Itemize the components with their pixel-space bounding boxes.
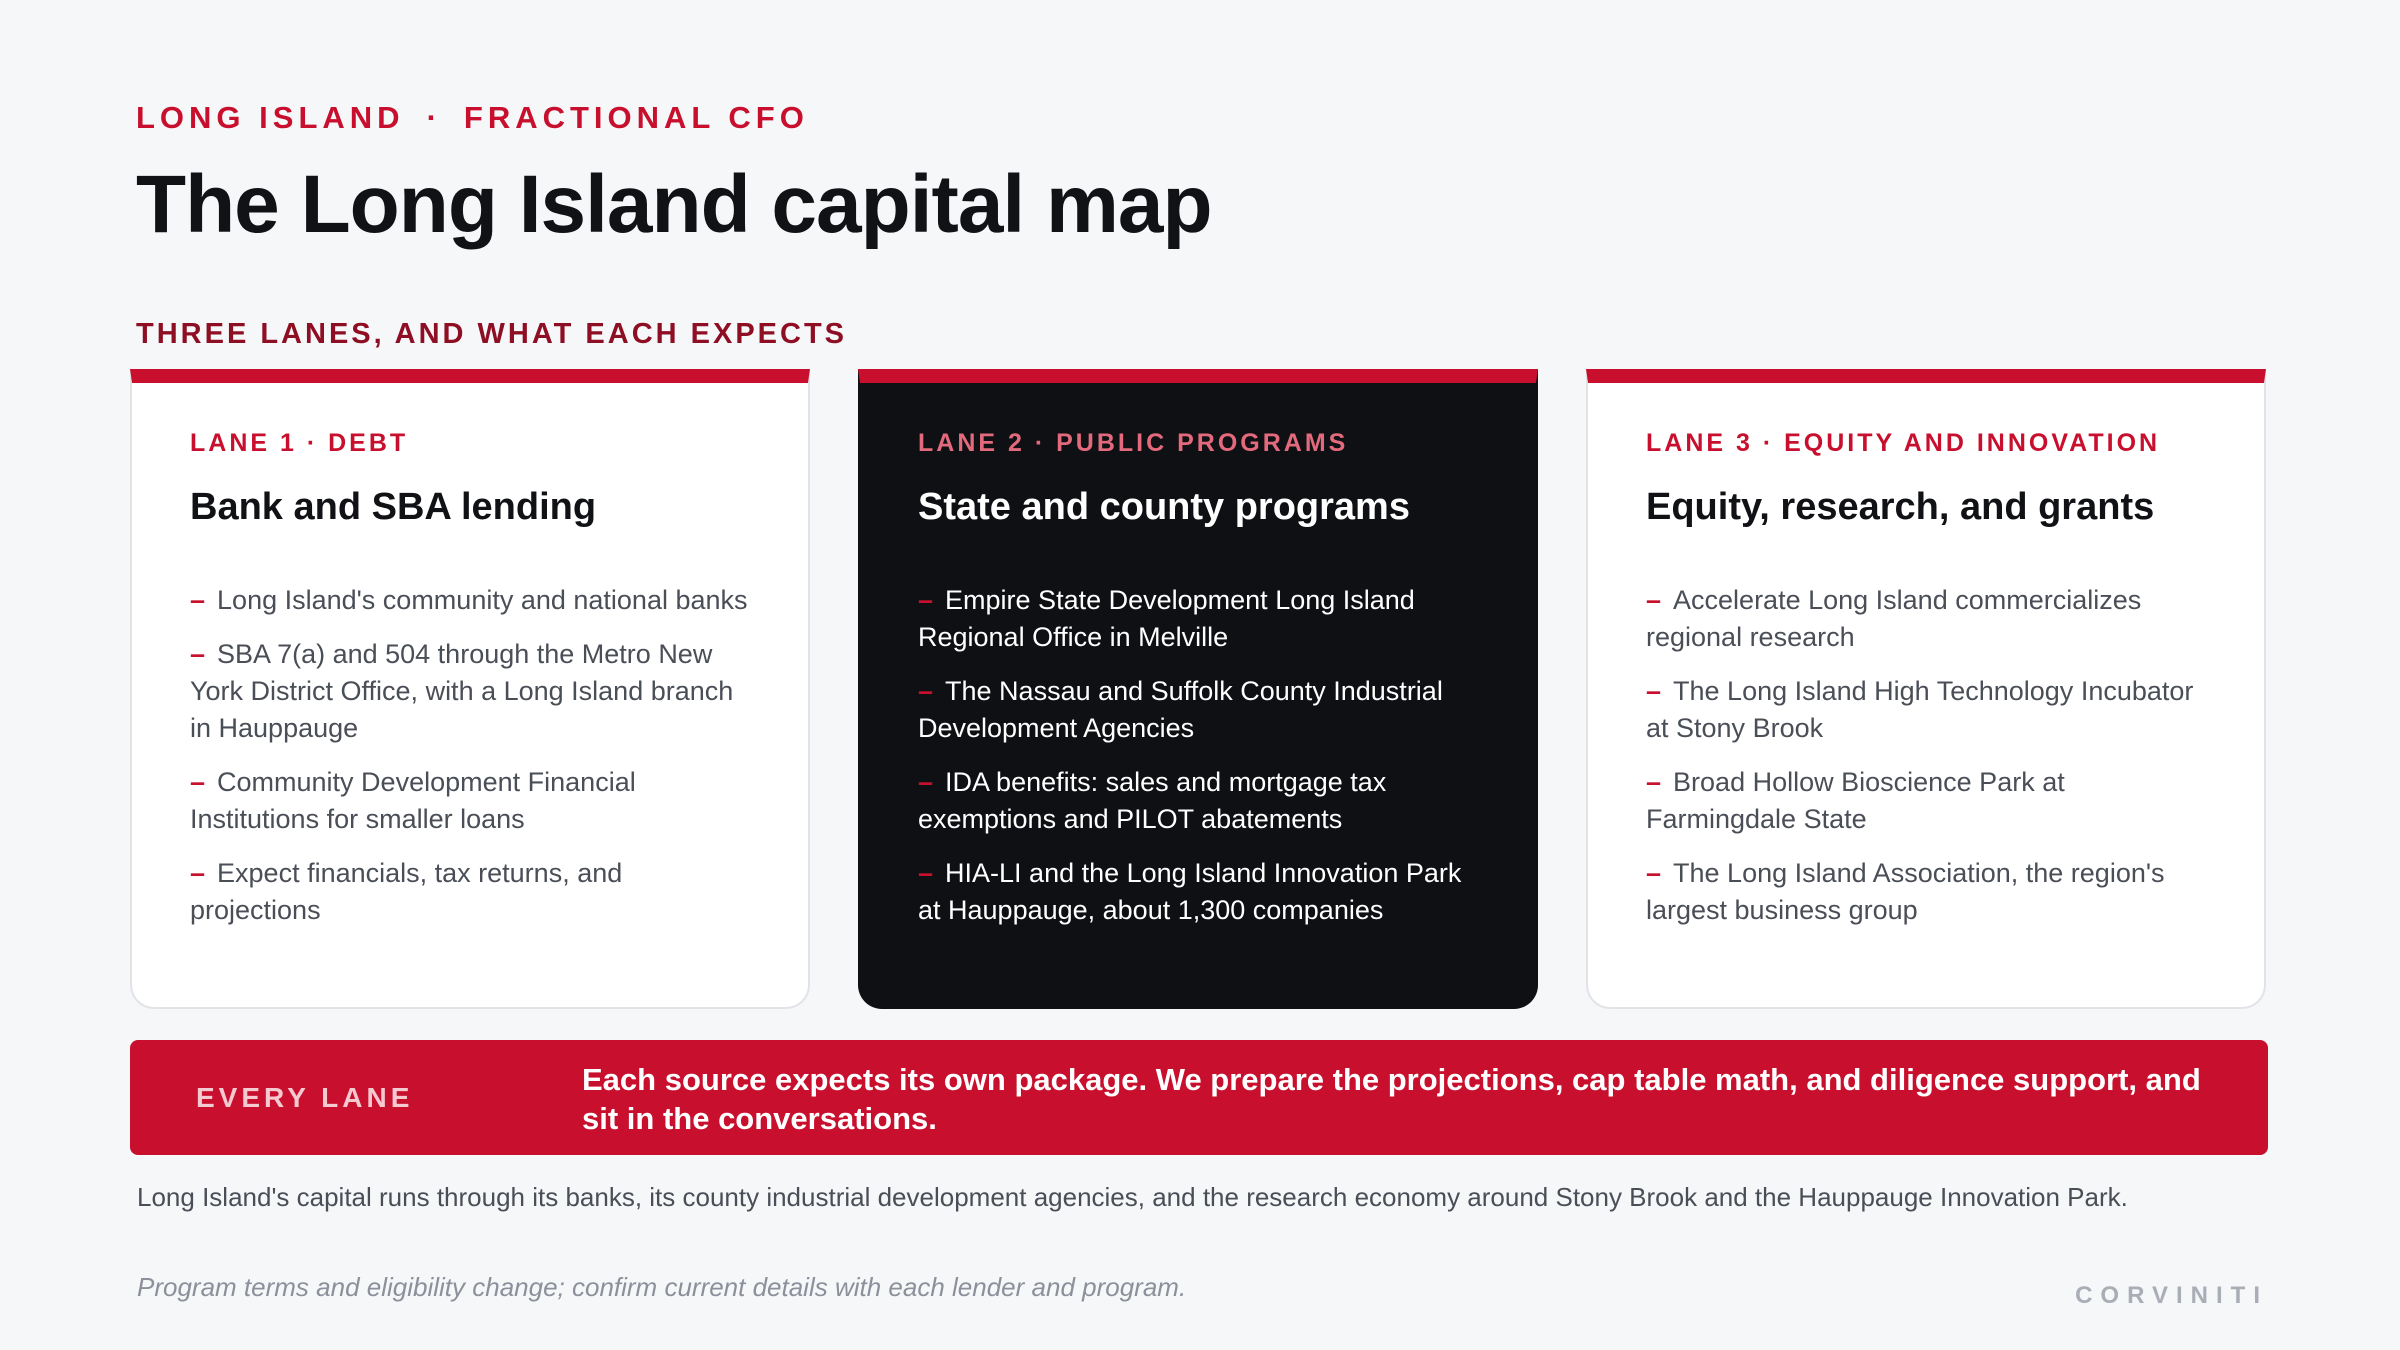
lane-bullet: – SBA 7(a) and 504 through the Metro New York District Office, with a Long Island branch in Hauppauge — [190, 638, 734, 743]
lane-bullet: – The Long Island High Technology Incubator at Stony Brook — [1646, 675, 2194, 743]
banner-text: Each source expects its own package. We prepare the projections, cap table math, and diligence support, and sit in the conversations. — [582, 1062, 2201, 1136]
dash-marker: – — [190, 857, 206, 888]
lane-bullet-list — [918, 582, 1478, 929]
lane-title: State and county programs — [918, 486, 1410, 528]
lane-bullet-list — [190, 582, 750, 929]
lane-bullet: – The Long Island Association, the region's largest business group — [1646, 857, 2165, 925]
dash-marker: – — [1646, 857, 1662, 888]
dash-marker: – — [1646, 766, 1662, 797]
dash-marker: – — [1646, 584, 1662, 615]
dash-marker: – — [190, 766, 206, 797]
lane-bullet-list — [1646, 582, 2206, 929]
banner-label: EVERY LANE — [196, 1082, 414, 1113]
eyebrow — [136, 100, 809, 136]
dash-marker: – — [918, 766, 934, 797]
eyebrow-separator: · — [426, 100, 442, 135]
lane-title: Equity, research, and grants — [1646, 486, 2155, 528]
section-label: THREE LANES, AND WHAT EACH EXPECTS — [136, 318, 848, 350]
lane-bullet: – IDA benefits: sales and mortgage tax exemptions and PILOT abatements — [918, 766, 1387, 834]
footnote: Program terms and eligibility change; confirm current details with each lender and program. — [137, 1272, 1187, 1302]
brand-wordmark: CORVINITI — [2075, 1282, 2268, 1309]
lane-bullet: – Accelerate Long Island commercializes regional research — [1646, 584, 2142, 652]
dash-marker: – — [918, 584, 934, 615]
lane-bullet: – Broad Hollow Bioscience Park at Farmingdale State — [1646, 766, 2065, 834]
dash-marker: – — [190, 638, 206, 669]
lane-card-equity-innovation — [1586, 369, 2266, 1009]
eyebrow-region: LONG ISLAND — [136, 100, 405, 135]
dash-marker: – — [918, 675, 934, 706]
dash-marker: – — [190, 584, 206, 615]
summary-text: Long Island's capital runs through its banks, its county industrial development agencies, and the research economy around Stony Brook and the Hauppauge Innovation Park. — [137, 1182, 2128, 1212]
lane-card-debt — [130, 369, 810, 1009]
lane-label: LANE 1 · DEBT — [190, 429, 409, 457]
every-lane-banner — [130, 1040, 2268, 1155]
lane-label: LANE 2 · PUBLIC PROGRAMS — [918, 429, 1349, 457]
lane-bullet: – The Nassau and Suffolk County Industrial Development Agencies — [918, 675, 1443, 743]
dash-marker: – — [918, 857, 934, 888]
eyebrow-service: FRACTIONAL CFO — [463, 100, 809, 135]
lane-bullet: – HIA-LI and the Long Island Innovation Park at Hauppauge, about 1,300 companies — [918, 857, 1462, 925]
dash-marker: – — [1646, 675, 1662, 706]
lane-title: Bank and SBA lending — [190, 486, 597, 528]
lane-bullet: – Community Development Financial Institutions for smaller loans — [190, 766, 636, 834]
lane-card-public-programs — [858, 369, 1538, 1009]
lane-bullet: – Empire State Development Long Island Regional Office in Melville — [918, 584, 1415, 652]
lane-label: LANE 3 · EQUITY AND INNOVATION — [1646, 429, 2161, 457]
lane-bullet: – Long Island's community and national banks — [190, 584, 748, 615]
page-title: The Long Island capital map — [136, 159, 1212, 250]
lane-bullet: – Expect financials, tax returns, and projections — [190, 857, 623, 925]
